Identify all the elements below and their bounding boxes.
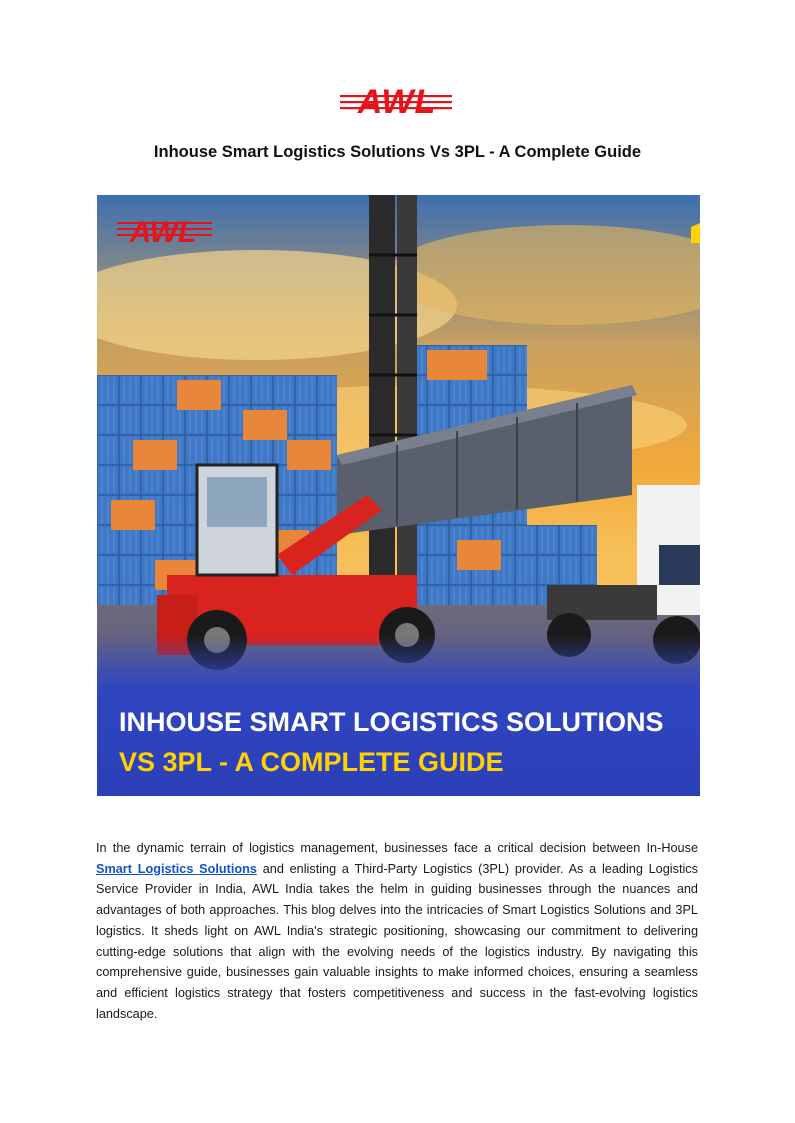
smart-logistics-solutions-link[interactable]: Smart Logistics Solutions [96, 861, 257, 876]
awl-logo-text: AWL [357, 83, 437, 120]
awl-logo [338, 82, 456, 120]
intro-text-start: In the dynamic terrain of logistics management, businesses face a critical decision between In-House [96, 841, 698, 855]
intro-paragraph [96, 838, 698, 1024]
hero-banner-image [97, 195, 700, 796]
banner-logo-text: AWL [129, 216, 197, 249]
banner-headline-line1: INHOUSE SMART LOGISTICS SOLUTIONS [119, 707, 664, 737]
page-title: Inhouse Smart Logistics Solutions Vs 3PL - A Complete Guide [153, 143, 642, 161]
intro-text-end: and enlisting a Third-Party Logistics (3PL) provider. As a leading Logistics Service Provider in India, AWL India takes the helm in guiding businesses through the nuances and advantages of both approaches. This blog delves into the intricacies of Smart Logistics Solutions and 3PL logistics. It sheds light on AWL India's strategic positioning, showcasing our commitment to delivering cutting-edge solutions that align with the evolving needs of the logistics industry. By navigating this comprehensive guide, businesses gain valuable insights to make informed choices, ensuring a seamless and efficient logistics strategy that fosters competitiveness and success in the fast-evolving logistics landscape. [96, 861, 698, 1021]
banner-headline-line2: VS 3PL - A COMPLETE GUIDE [119, 747, 504, 777]
